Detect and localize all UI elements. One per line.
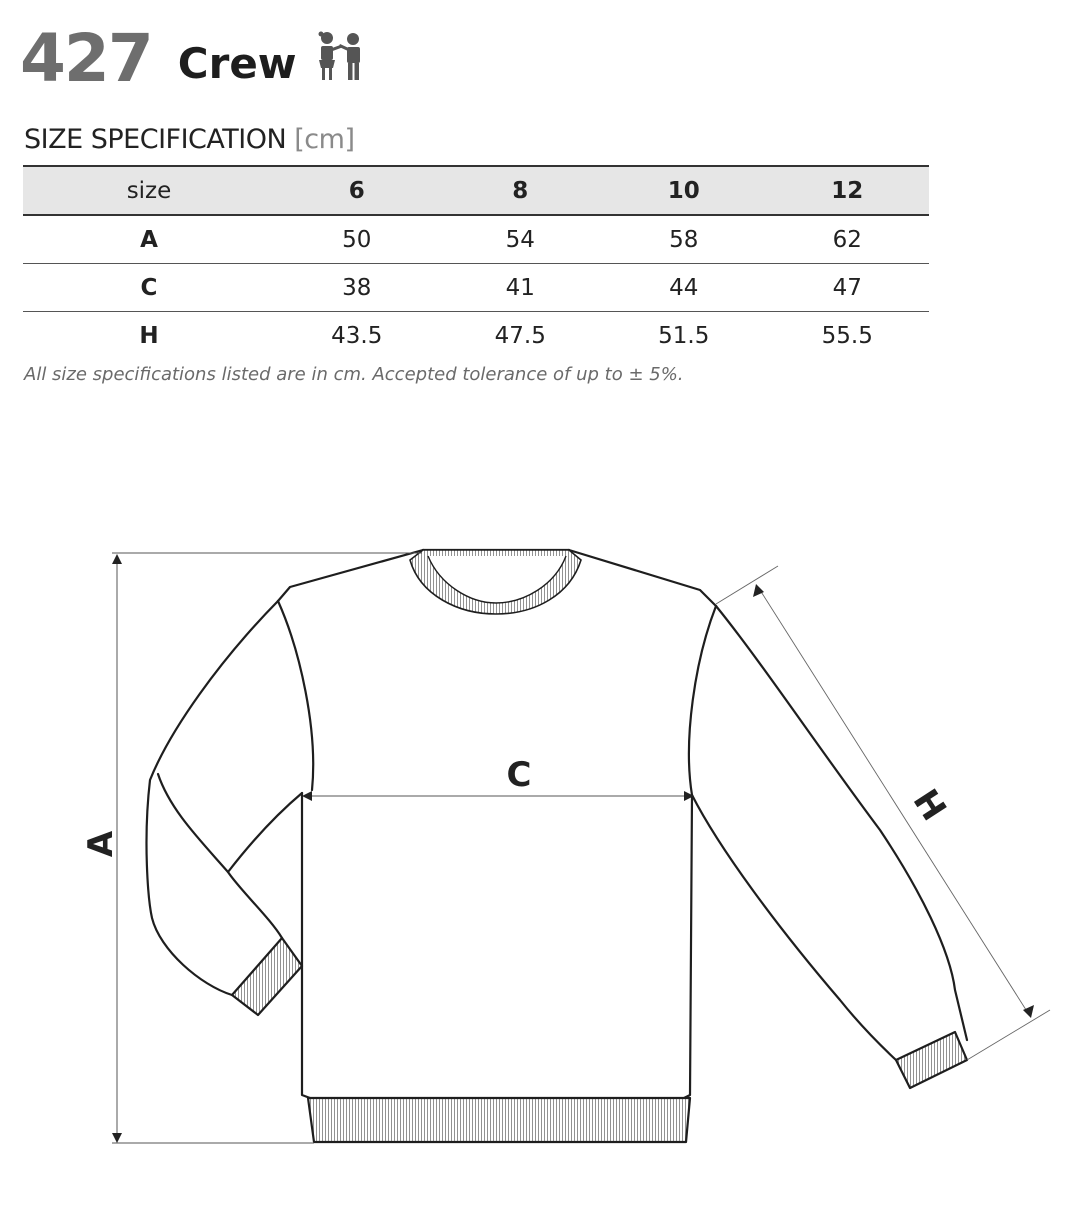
table-row (23, 215, 929, 264)
product-name: Crew (177, 39, 297, 88)
table-header-cell: 8 (439, 166, 603, 215)
table-cell: 50 (275, 215, 439, 264)
table-cell: 43.5 (331, 322, 383, 349)
table-header-row (23, 166, 929, 215)
table-cell: 44 (602, 264, 766, 312)
table-row (23, 264, 929, 312)
table-header-cell: 12 (766, 166, 930, 215)
measure-a-line (112, 553, 422, 1143)
table-header-cell: size (23, 166, 275, 215)
table-cell: 38 (275, 264, 439, 312)
section-title (24, 124, 354, 155)
product-header (20, 20, 365, 97)
section-unit: [cm] (294, 124, 355, 155)
tolerance-note: All size specifications listed are in cm. Accepted tolerance of up to ± 5%. (24, 364, 684, 385)
table-header-cell: 6 (275, 166, 439, 215)
table-header-cell: 10 (602, 166, 766, 215)
sweatshirt-diagram (0, 520, 1082, 1160)
label-h: H (904, 782, 954, 829)
kids-icon (317, 30, 365, 82)
table-cell: 62 (766, 215, 930, 264)
measure-c-line (302, 791, 694, 801)
table-cell: 55.5 (821, 322, 873, 349)
table-cell: 47.5 (494, 322, 546, 349)
label-c: C (506, 755, 532, 795)
table-row (23, 312, 929, 360)
label-a: A (81, 830, 121, 858)
table-cell: 41 (439, 264, 603, 312)
section-title-text: SIZE SPECIFICATION (24, 124, 287, 155)
row-label: H (139, 322, 159, 349)
table-cell: 51.5 (658, 322, 710, 349)
row-label: A (23, 215, 275, 264)
measure-h-line (716, 566, 1050, 1060)
row-label: C (23, 264, 275, 312)
product-code: 427 (20, 20, 152, 97)
sweatshirt-outline (146, 550, 967, 1142)
size-table (23, 165, 929, 359)
table-cell: 58 (602, 215, 766, 264)
table-cell: 47 (766, 264, 930, 312)
table-cell: 54 (439, 215, 603, 264)
